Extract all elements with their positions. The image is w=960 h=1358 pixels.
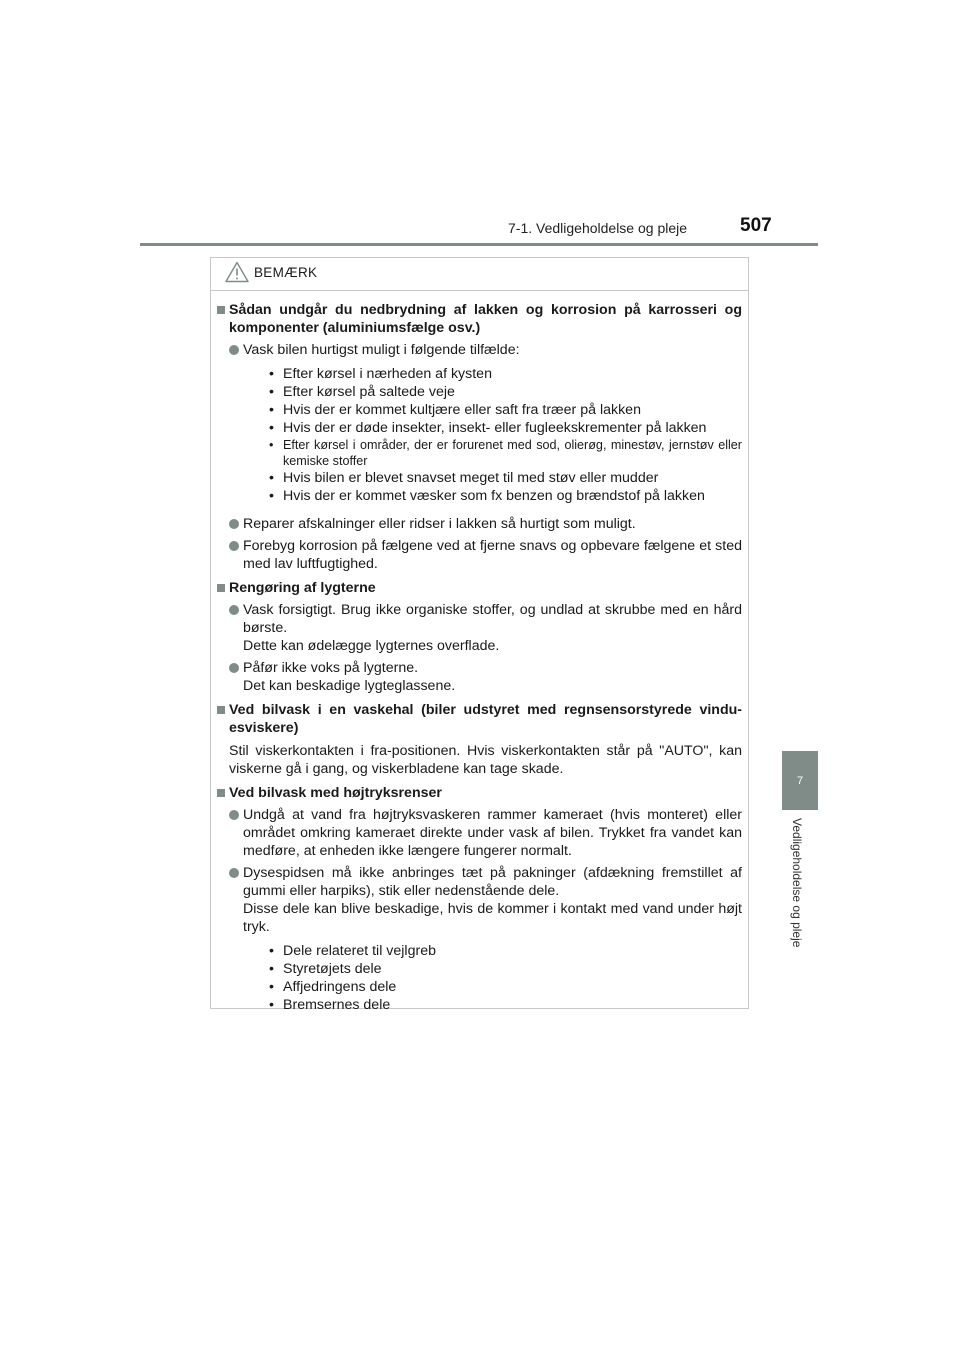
chapter-tab: 7: [782, 751, 818, 810]
section-heading: Rengøring af lygterne: [229, 580, 376, 596]
header-rule: [140, 243, 818, 246]
page-number: 507: [740, 215, 772, 236]
list-item: [229, 806, 742, 860]
list-item: [229, 659, 742, 695]
header-section-title: 7-1. Vedligeholdelse og pleje: [508, 220, 688, 236]
circle-bullet-icon: [229, 541, 239, 551]
list-item-text: Dysespidsen må ikke anbringes tæt på pakninger (afdækning fremstillet af gummi eller harpiks), stik eller nedenstående dele.: [243, 865, 742, 899]
sub-list-item: • Dele relateret til vejlgreb: [269, 943, 436, 959]
sub-list-item: • Hvis der er kommet kultjære eller saft fra træer på lakken: [269, 402, 641, 418]
circle-bullet-icon: [229, 810, 239, 820]
sub-list-item: • Bremsernes dele: [269, 997, 391, 1013]
sub-list-item: • Hvis bilen er blevet snavset meget til med støv eller mudder: [269, 470, 659, 486]
square-bullet-icon: [217, 789, 225, 797]
list-item-text: Undgå at vand fra højtryksvaskeren rammer kameraet (hvis monteret) eller området omkring kameraet direkte under vask af bilen. Trykket fra vandet kan medføre, at enheden ikke længere fungerer normalt.: [243, 807, 742, 859]
section-high-pressure-washer: [217, 784, 742, 1020]
square-bullet-icon: [217, 306, 225, 314]
sub-list-item: • Efter kørsel i områder, der er forurenet med sod, olierøg, minestøv, jernstøv eller kemiske stoffer: [269, 438, 742, 468]
list-item-text: Vask forsigtigt. Brug ikke organiske stoffer, og undlad at skrubbe med en hård børste.: [243, 602, 742, 636]
list-item: [229, 864, 742, 1020]
section-heading: Ved bilvask med højtryksrenser: [229, 785, 442, 801]
list-item-text: Reparer afskalninger eller ridser i lakken så hurtigt som muligt.: [243, 516, 636, 532]
section-heading: Ved bilvask i en vaskehal (biler udstyret med regnsensorstyrede vindu-esviskere): [229, 702, 742, 736]
section-paint-corrosion: [217, 301, 742, 573]
list-item-text: Disse dele kan blive beskadige, hvis de kommer i kontakt med vand under højt tryk.: [243, 901, 742, 935]
square-bullet-icon: [217, 584, 225, 592]
sub-list-item: • Styretøjets dele: [269, 961, 382, 977]
list-item-text: Påfør ikke voks på lygterne.: [243, 660, 419, 676]
sub-list: [269, 365, 742, 505]
list-item-text: Vask bilen hurtigst muligt i følgende tilfælde:: [243, 342, 520, 358]
square-bullet-icon: [217, 706, 225, 714]
section-lamp-cleaning: [217, 579, 742, 695]
list-item-text: Dette kan ødelægge lygternes overflade.: [243, 638, 500, 654]
notice-title: BEMÆRK: [254, 265, 318, 280]
list-item: [229, 601, 742, 655]
section-car-wash: [217, 701, 742, 778]
sub-list-item: • Efter kørsel på saltede veje: [269, 384, 455, 400]
warning-triangle-icon: [225, 261, 249, 288]
sub-list-item: • Hvis der er kommet væsker som fx benzen og brændstof på lakken: [269, 488, 705, 504]
chapter-tab-label: Vedligeholdelse og pleje: [790, 818, 804, 948]
section-paragraph: Stil viskerkontakten i fra-positionen. Hvis viskerkontakten står på "AUTO", kan viskerne gå i gang, og viskerbladene kan tage skade.: [229, 743, 742, 777]
notice-body: [211, 291, 748, 1020]
sub-list-item: • Hvis der er døde insekter, insekt- eller fugleekskrementer på lakken: [269, 420, 707, 436]
sub-list-item: • Efter kørsel i nærheden af kysten: [269, 366, 492, 382]
sub-list-item: • Affjedringens dele: [269, 979, 397, 995]
list-item: [229, 537, 742, 573]
notice-header: [211, 258, 748, 291]
list-item-text: Forebyg korrosion på fælgene ved at fjerne snavs og opbevare fælgene et sted med lav luftfugtighed.: [243, 538, 742, 572]
list-item: [229, 341, 742, 511]
circle-bullet-icon: [229, 345, 239, 355]
circle-bullet-icon: [229, 605, 239, 615]
circle-bullet-icon: [229, 519, 239, 529]
list-item: [229, 515, 742, 533]
notice-box: [210, 257, 749, 1013]
circle-bullet-icon: [229, 663, 239, 673]
sub-list: [269, 942, 742, 1014]
section-heading: Sådan undgår du nedbrydning af lakken og korrosion på karrosseri og komponenter (aluminiumsfælge osv.): [229, 302, 742, 336]
circle-bullet-icon: [229, 868, 239, 878]
list-item-text: Det kan beskadige lygteglassene.: [243, 678, 456, 694]
